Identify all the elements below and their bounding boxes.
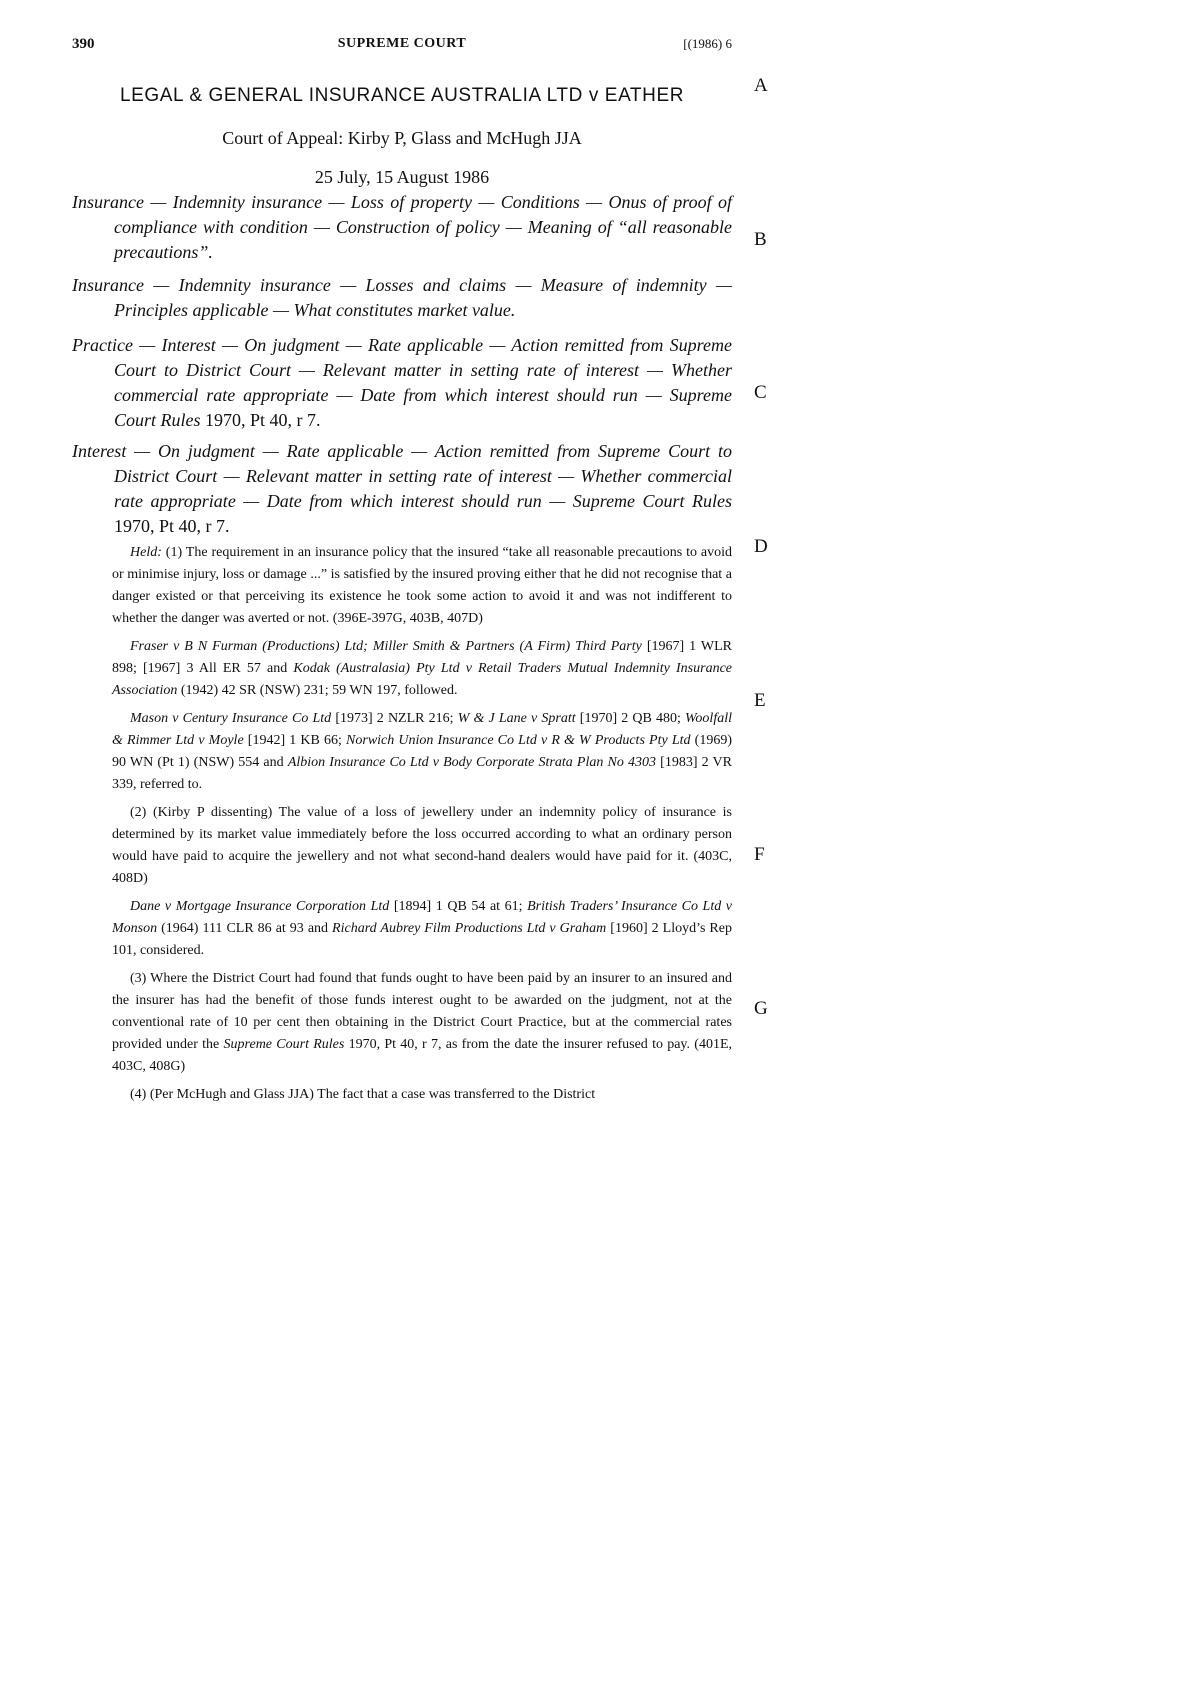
margin-letter-g: G <box>754 998 768 1019</box>
held-paragraph-2: Fraser v B N Furman (Productions) Ltd; Miller Smith & Partners (A Firm) Third Party [1967] 1 WLR 898; [1967] 3 All ER 57 and Kodak (Australasia) Pty Ltd v Retail Traders Mutual Indemnity Insurance Association (1942) 42 SR (NSW) 231; 59 WN 197, followed. <box>112 639 733 698</box>
held-paragraph-3: Mason v Century Insurance Co Ltd [1973] 2 NZLR 216; W & J Lane v Spratt [1970] 2 QB 480; Woolfall & Rimmer Ltd v Moyle [1942] 1 KB 66; Norwich Union Insurance Co Ltd v R & W Products Pty Ltd (1969) 90 WN (Pt 1) (NSW) 554 and Albion Insurance Co Ltd v Body Corporate Strata Plan No 4303 [1983] 2 VR 339, referred to. <box>112 711 732 792</box>
margin-letter-f: F <box>754 844 765 865</box>
catchword-2 <box>72 273 732 323</box>
catchword-4 <box>72 439 732 539</box>
catchword-3-text: Practice — Interest — On judgment — Rate applicable — Action remitted from Supreme Court to District Court — Relevant matter in setting rate of interest — Whether commercial rate appropriate — Date from which interest should run — Supreme Court Rules <box>72 335 732 430</box>
hearing-dates: 25 July, 15 August 1986 <box>314 167 490 187</box>
catchword-1-text: Insurance — Indemnity insurance — Loss of property — Conditions — Onus of proof of compliance with condition — Construction of policy — Meaning of “all reasonable precautions”. <box>72 192 732 262</box>
case-title: LEGAL & GENERAL INSURANCE AUSTRALIA LTD v EATHER <box>119 85 685 106</box>
margin-letter-c: C <box>754 382 767 403</box>
page-number: 390 <box>72 36 95 52</box>
catchword-1 <box>72 190 732 265</box>
running-head-citation: [(1986) 6 <box>683 36 732 51</box>
catchword-4-tail: 1970, Pt 40, r 7. <box>114 516 230 536</box>
running-head <box>72 36 732 58</box>
catchword-3 <box>72 333 732 433</box>
held-paragraph-4: (2) (Kirby P dissenting) The value of a loss of jewellery under an indemnity policy of insurance is determined by its market value immediately before the loss occurred according to what an ordinary person would have paid to acquire the jewellery and not what second-hand dealers would have paid for it. (403C, 408D) <box>112 805 732 886</box>
running-head-title: SUPREME COURT <box>337 36 467 51</box>
margin-letter-e: E <box>754 690 766 711</box>
catchword-2-text: Insurance — Indemnity insurance — Losses and claims — Measure of indemnity — Principles applicable — What constitutes market value. <box>72 275 732 320</box>
headnote-body <box>112 542 732 1112</box>
catchword-3-tail: 1970, Pt 40, r 7. <box>200 410 321 430</box>
held-paragraph-7: (4) (Per McHugh and Glass JJA) The fact that a case was transferred to the District <box>130 1087 596 1102</box>
margin-letter-b: B <box>754 229 767 250</box>
catchword-4-text: Interest — On judgment — Rate applicable — Action remitted from Supreme Court to District Court — Relevant matter in setting rate of interest — Whether commercial rate appropriate — Date from which interest should run — Supreme Court Rules <box>72 441 732 511</box>
held-paragraph-6: (3) Where the District Court had found that funds ought to have been paid by an insurer to an insured and the insurer has had the benefit of those funds interest ought to be awarded on the judgment, not at the conventional rate of 10 per cent then obtaining in the District Court Practice, but at the commercial rates provided under the Supreme Court Rules 1970, Pt 40, r 7, as from the date the insurer refused to pay. (401E, 403C, 408G) <box>112 971 733 1074</box>
court-bench: Court of Appeal: Kirby P, Glass and McHugh JJA <box>222 128 582 148</box>
margin-letter-d: D <box>754 536 768 557</box>
held-paragraph-1: Held: (1) The requirement in an insurance policy that the insured “take all reasonable precautions to avoid or minimise injury, loss or damage ...” is satisfied by the insured proving either that he did not recognise that a danger existed or that perceiving its existence he took some action to avoid it and was not indifferent to whether the danger was averted or not. (396E-397G, 403B, 407D) <box>112 545 732 626</box>
margin-letter-a: A <box>754 75 768 96</box>
held-paragraph-5: Dane v Mortgage Insurance Corporation Ltd [1894] 1 QB 54 at 61; British Traders’ Insurance Co Ltd v Monson (1964) 111 CLR 86 at 93 and Richard Aubrey Film Productions Ltd v Graham [1960] 2 Lloyd’s Rep 101, considered. <box>112 899 732 958</box>
held-label: Held: <box>130 545 162 560</box>
